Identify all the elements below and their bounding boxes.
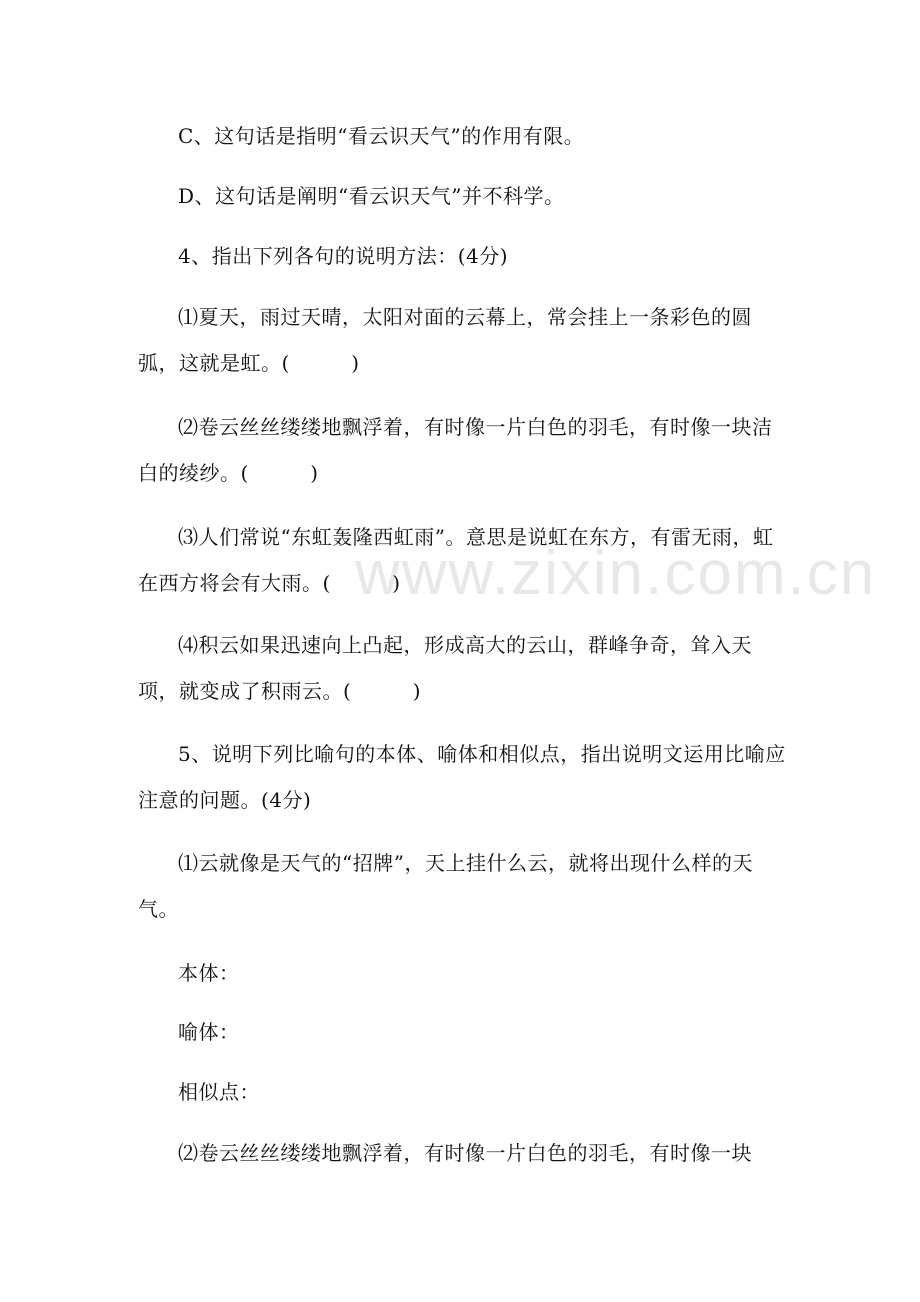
question-5-item-1: ⑴云就像是天气的“招牌”，天上挂什么云，就将出现什么样的天气。	[138, 851, 753, 921]
answer-label-tenor: 本体：	[178, 961, 240, 985]
question-4-item-4: ⑷积云如果迅速向上凸起，形成高大的云山，群峰争奇，耸入天项，就变成了积雨云。( )	[138, 633, 752, 703]
question-4-heading: 4、指出下列各句的说明方法：(4分)	[178, 244, 509, 268]
option-d: D、这句话是阐明“看云识天气”并不科学。	[178, 184, 565, 208]
question-4-item-3: ⑶人们常说“东虹轰隆西虹雨”。意思是说虹在东方，有雷无雨，虹在西方将会有大雨。( )	[138, 525, 774, 595]
answer-label-similarity: 相似点：	[178, 1080, 260, 1104]
question-5-heading: 5、说明下列比喻句的本体、喻体和相似点，指出说明文运用比喻应注意的问题。(4分)	[138, 742, 786, 812]
option-c: C、这句话是指明“看云识天气”的作用有限。	[178, 124, 585, 148]
watermark: www.zixin.com.cn	[355, 539, 877, 608]
answer-label-vehicle: 喻体：	[178, 1020, 240, 1044]
question-4-item-2: ⑵卷云丝丝缕缕地飘浮着，有时像一片白色的羽毛，有时像一块洁白的绫纱。( )	[138, 415, 773, 485]
question-5-item-2: ⑵卷云丝丝缕缕地飘浮着，有时像一片白色的羽毛，有时像一块	[178, 1141, 752, 1165]
question-4-item-1: ⑴夏天，雨过天晴，太阳对面的云幕上，常会挂上一条彩色的圆弧，这就是虹。( )	[138, 305, 752, 375]
